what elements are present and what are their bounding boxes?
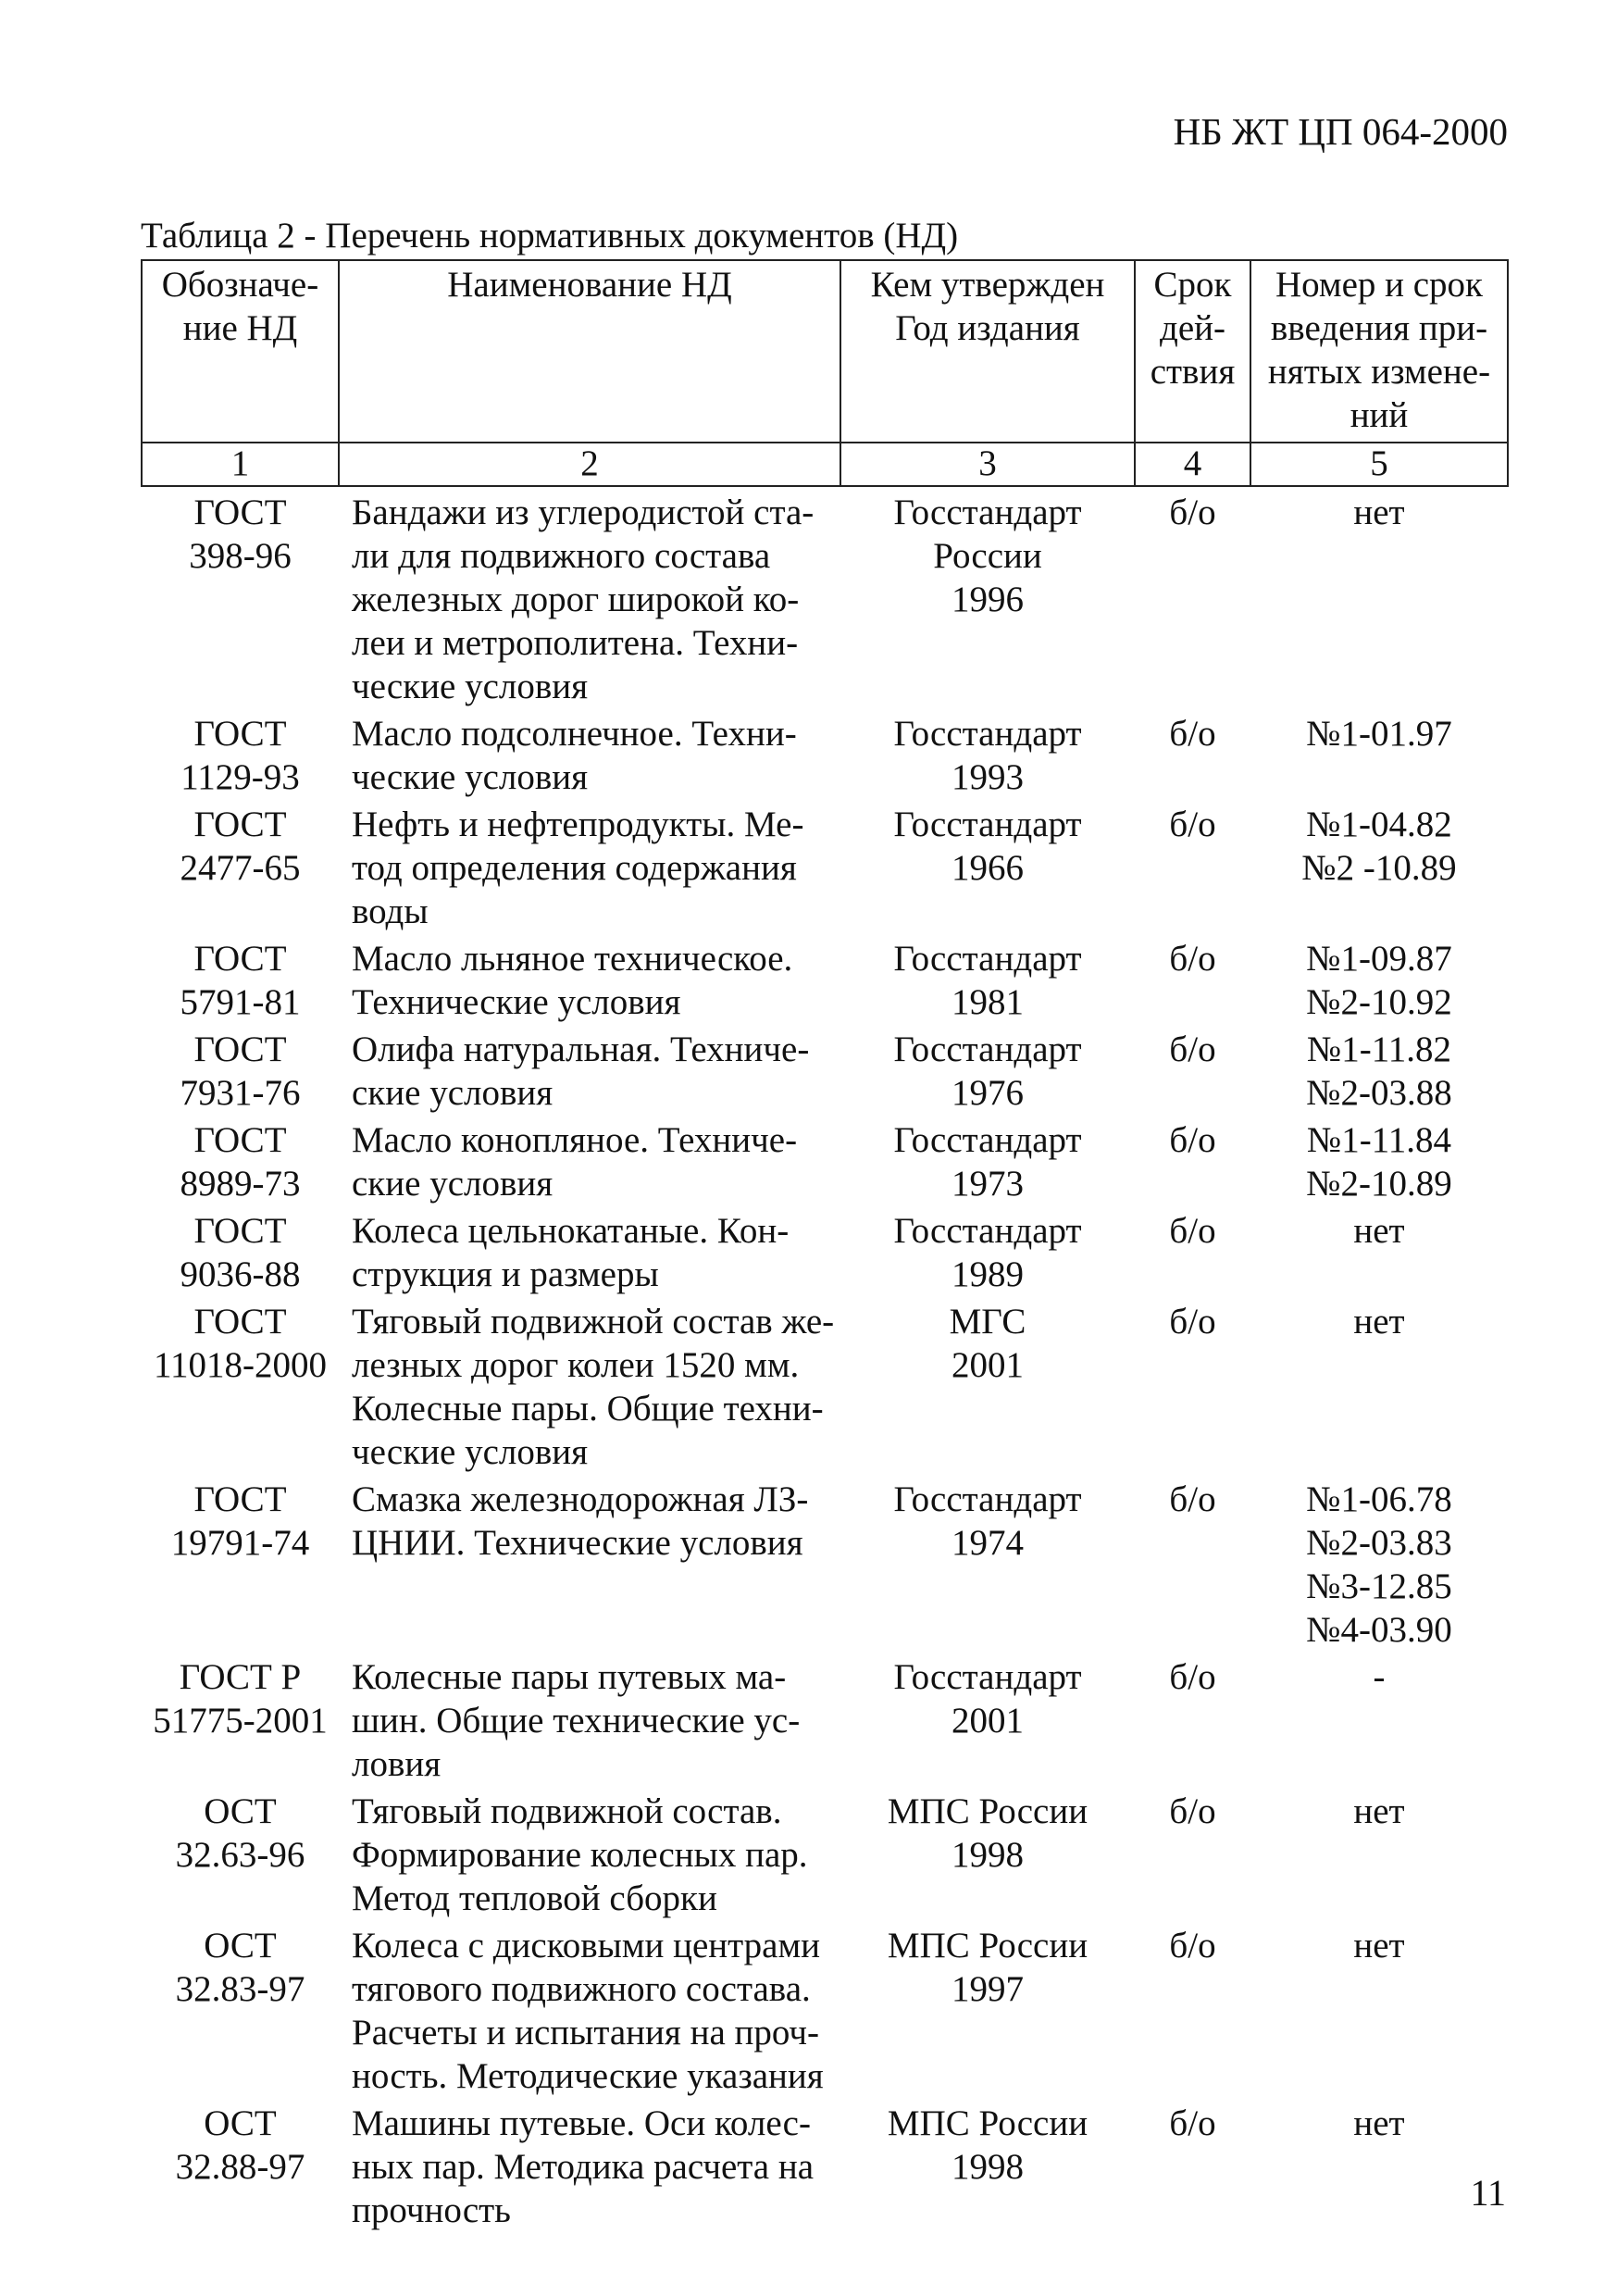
name-line: Бандажи из углеродистой ста- (352, 493, 815, 532)
designation-cell (142, 933, 339, 1024)
approved-line: 1996 (952, 580, 1024, 619)
changes-cell (1250, 799, 1508, 933)
change-line: №3-12.85 (1306, 1566, 1452, 1606)
approved-cell (840, 708, 1135, 799)
table-header-row (142, 260, 1508, 443)
approved-cell (840, 1205, 1135, 1296)
name-line: ных пар. Методика расчета на (352, 2147, 815, 2187)
header-changes (1250, 260, 1508, 443)
change-line: №1-11.82 (1307, 1029, 1451, 1069)
approved-cell (840, 486, 1135, 708)
designation-line: ГОСТ (193, 1120, 287, 1160)
name-line: тод определения содержания (352, 848, 797, 888)
approved-cell (840, 933, 1135, 1024)
table-row (142, 1024, 1508, 1115)
name-line: ские условия (352, 1164, 554, 1204)
header-line: Наименование НД (447, 265, 732, 305)
name-line: прочность (352, 2190, 511, 2230)
change-line: №4-03.90 (1306, 1610, 1452, 1650)
change-line: №1-04.82 (1306, 805, 1452, 844)
designation-line: 19791-74 (170, 1523, 310, 1563)
change-line: нет (1353, 493, 1405, 532)
term-cell: б/о (1169, 1791, 1216, 1831)
table-row (142, 1474, 1508, 1652)
change-line: нет (1353, 1302, 1405, 1341)
name-line: Колеса с дисковыми центрами (352, 1926, 821, 1965)
name-line: ловия (352, 1744, 442, 1784)
header-line: Номер и срок (1275, 265, 1484, 305)
header-line: ний (1350, 395, 1409, 435)
approved-cell (840, 799, 1135, 933)
changes-cell (1250, 2098, 1508, 2232)
designation-cell (142, 1115, 339, 1205)
header-approved-by (840, 260, 1135, 443)
designation-cell (142, 486, 339, 708)
header-line: Срок (1153, 265, 1232, 305)
table-row (142, 1920, 1508, 2098)
name-cell (339, 1024, 840, 1115)
designation-line: ГОСТ (193, 805, 287, 844)
name-line: ческие условия (352, 1432, 589, 1472)
designation-cell (142, 1024, 339, 1115)
change-line: №2 -10.89 (1301, 848, 1457, 888)
approved-line: 1976 (952, 1073, 1024, 1113)
designation-line: 51775-2001 (153, 1701, 328, 1741)
designation-line: ГОСТ (193, 1479, 287, 1519)
name-cell (339, 1652, 840, 1786)
name-line: лезных дорог колеи 1520 мм. (352, 1345, 800, 1385)
designation-line: ГОСТ (193, 1302, 287, 1341)
approved-line: Госстандарт (893, 805, 1082, 844)
column-number-row (142, 443, 1508, 486)
name-line: струкция и размеры (352, 1254, 659, 1294)
table-row (142, 1786, 1508, 1920)
name-line: воды (352, 892, 429, 931)
name-line: Технические условия (352, 982, 681, 1022)
designation-cell (142, 1786, 339, 1920)
header-line: нятых измене- (1267, 352, 1491, 392)
table-row (142, 1296, 1508, 1474)
approved-line: МПС России (887, 2103, 1088, 2143)
term-cell: б/о (1169, 1479, 1216, 1519)
designation-line: ОСТ (204, 1791, 277, 1831)
name-cell (339, 1205, 840, 1296)
name-cell (339, 933, 840, 1024)
approved-line: 1998 (952, 1835, 1024, 1875)
table-row (142, 2098, 1508, 2232)
designation-line: 9036-88 (180, 1254, 301, 1294)
normative-documents-table (141, 259, 1509, 2232)
approved-line: Госстандарт (893, 493, 1082, 532)
name-line: ность. Методические указания (352, 2056, 824, 2096)
designation-line: 32.63-96 (175, 1835, 305, 1875)
change-line: №1-11.84 (1307, 1120, 1451, 1160)
name-line: Масло льняное техническое. (352, 939, 793, 979)
header-line: Обозначе- (161, 265, 319, 305)
name-line: Метод тепловой сборки (352, 1878, 717, 1918)
designation-line: ГОСТ (193, 1211, 287, 1251)
approved-line: Госстандарт (893, 939, 1082, 979)
name-line: Масло конопляное. Техниче- (352, 1120, 798, 1160)
name-line: леи и метрополитена. Техни- (352, 623, 799, 663)
approved-line: Госстандарт (893, 1211, 1082, 1251)
change-line: нет (1353, 1926, 1405, 1965)
term-cell: б/о (1169, 714, 1216, 754)
header-line: ствия (1150, 352, 1236, 392)
approved-line: 1981 (952, 982, 1024, 1022)
changes-cell (1250, 1474, 1508, 1652)
approved-line: 1998 (952, 2147, 1024, 2187)
designation-line: 398-96 (189, 536, 292, 576)
change-line: нет (1353, 1211, 1405, 1251)
table-row (142, 708, 1508, 799)
approved-cell (840, 1024, 1135, 1115)
changes-cell (1250, 933, 1508, 1024)
approved-line: МПС России (887, 1791, 1088, 1831)
designation-line: ГОСТ (193, 1029, 287, 1069)
name-cell (339, 1474, 840, 1652)
name-line: Олифа натуральная. Техниче- (352, 1029, 810, 1069)
approved-line: 1989 (952, 1254, 1024, 1294)
name-line: ли для подвижного состава (352, 536, 771, 576)
name-line: Смазка железнодорожная ЛЗ- (352, 1479, 809, 1519)
name-line: Колесные пары. Общие техни- (352, 1389, 824, 1429)
designation-line: ОСТ (204, 2103, 277, 2143)
approved-cell (840, 1115, 1135, 1205)
change-line: №2-03.83 (1306, 1523, 1452, 1563)
name-cell (339, 1115, 840, 1205)
name-line: Формирование колесных пар. (352, 1835, 808, 1875)
changes-cell (1250, 1296, 1508, 1474)
header-designation (142, 260, 339, 443)
header-line: дей- (1159, 308, 1225, 348)
term-cell: б/о (1169, 1926, 1216, 1965)
term-cell: б/о (1169, 805, 1216, 844)
change-line: нет (1353, 1791, 1405, 1831)
designation-cell (142, 1205, 339, 1296)
change-line: - (1373, 1657, 1386, 1697)
name-line: Тяговый подвижной состав. (352, 1791, 782, 1831)
approved-line: 1993 (952, 757, 1024, 797)
table-row (142, 1652, 1508, 1786)
designation-line: ГОСТ Р (179, 1657, 302, 1697)
approved-line: 1966 (952, 848, 1024, 888)
approved-cell (840, 1786, 1135, 1920)
designation-cell (142, 1474, 339, 1652)
designation-cell (142, 2098, 339, 2232)
approved-cell (840, 2098, 1135, 2232)
designation-line: ГОСТ (193, 493, 287, 532)
designation-line: 8989-73 (180, 1164, 301, 1204)
designation-cell (142, 1652, 339, 1786)
name-line: Колеса цельнокатаные. Кон- (352, 1211, 790, 1251)
term-cell: б/о (1169, 1029, 1216, 1069)
table-row (142, 1115, 1508, 1205)
approved-cell (840, 1296, 1135, 1474)
name-cell (339, 1786, 840, 1920)
approved-cell (840, 1474, 1135, 1652)
header-line: Кем утвержден (870, 265, 1105, 305)
name-cell (339, 1296, 840, 1474)
name-cell (339, 708, 840, 799)
name-cell (339, 1920, 840, 2098)
table-caption: Таблица 2 - Перечень нормативных документов (НД) (141, 216, 959, 256)
approved-line: Госстандарт (893, 1657, 1082, 1697)
name-cell (339, 2098, 840, 2232)
approved-cell (840, 1652, 1135, 1786)
name-line: ЦНИИ. Технические условия (352, 1523, 803, 1563)
approved-line: 2001 (952, 1345, 1024, 1385)
name-line: Колесные пары путевых ма- (352, 1657, 787, 1697)
header-line: Год издания (895, 308, 1080, 348)
name-line: железных дорог широкой ко- (352, 580, 800, 619)
change-line: №2-10.92 (1306, 982, 1452, 1022)
term-cell: б/о (1169, 939, 1216, 979)
term-cell: б/о (1169, 1211, 1216, 1251)
changes-cell (1250, 486, 1508, 708)
designation-line: 2477-65 (180, 848, 301, 888)
designation-line: 32.83-97 (175, 1969, 305, 2009)
name-line: Нефть и нефтепродукты. Ме- (352, 805, 804, 844)
designation-line: ОСТ (204, 1926, 277, 1965)
change-line: нет (1353, 2103, 1405, 2143)
designation-cell (142, 799, 339, 933)
changes-cell (1250, 1652, 1508, 1786)
designation-cell (142, 708, 339, 799)
term-cell: б/о (1169, 1120, 1216, 1160)
table-body (142, 486, 1508, 2232)
column-number: 2 (339, 443, 840, 486)
column-number: 3 (840, 443, 1135, 486)
approved-line: Госстандарт (893, 1029, 1082, 1069)
name-line: ские условия (352, 1073, 554, 1113)
column-number: 1 (142, 443, 339, 486)
change-line: №2-10.89 (1306, 1164, 1452, 1204)
changes-cell (1250, 1205, 1508, 1296)
designation-line: 11018-2000 (153, 1345, 328, 1385)
changes-cell (1250, 1786, 1508, 1920)
approved-line: МПС России (887, 1926, 1088, 1965)
designation-cell (142, 1296, 339, 1474)
table-row (142, 799, 1508, 933)
designation-line: 1129-93 (180, 757, 300, 797)
change-line: №1-09.87 (1306, 939, 1452, 979)
table-row (142, 486, 1508, 708)
approved-line: 2001 (952, 1701, 1024, 1741)
designation-line: 7931-76 (180, 1073, 301, 1113)
designation-line: 32.88-97 (175, 2147, 305, 2187)
page-number: 11 (1470, 2172, 1506, 2214)
designation-line: ГОСТ (193, 714, 287, 754)
term-cell: б/о (1169, 2103, 1216, 2143)
approved-cell (840, 1920, 1135, 2098)
change-line: №1-01.97 (1306, 714, 1452, 754)
approved-line: Госстандарт (893, 714, 1082, 754)
column-number: 4 (1135, 443, 1250, 486)
designation-cell (142, 1920, 339, 2098)
table-row (142, 1205, 1508, 1296)
name-line: шин. Общие технические ус- (352, 1701, 801, 1741)
term-cell: б/о (1169, 1657, 1216, 1697)
changes-cell (1250, 1115, 1508, 1205)
name-line: ческие условия (352, 667, 589, 706)
name-cell (339, 486, 840, 708)
term-cell: б/о (1169, 493, 1216, 532)
changes-cell (1250, 708, 1508, 799)
term-cell: б/о (1169, 1302, 1216, 1341)
name-line: ческие условия (352, 757, 589, 797)
designation-line: ГОСТ (193, 939, 287, 979)
changes-cell (1250, 1024, 1508, 1115)
header-line: введения при- (1270, 308, 1488, 348)
header-name (339, 260, 840, 443)
header-line: ние НД (182, 308, 298, 348)
column-number: 5 (1250, 443, 1508, 486)
name-line: Машины путевые. Оси колес- (352, 2103, 811, 2143)
header-validity-term (1135, 260, 1250, 443)
name-line: Тяговый подвижной состав же- (352, 1302, 835, 1341)
approved-line: 1997 (952, 1969, 1024, 2009)
change-line: №1-06.78 (1306, 1479, 1452, 1519)
name-line: Масло подсолнечное. Техни- (352, 714, 797, 754)
approved-line: 1974 (952, 1523, 1024, 1563)
approved-line: МГС (949, 1302, 1026, 1341)
approved-line: Госстандарт (893, 1479, 1082, 1519)
name-line: Расчеты и испытания на проч- (352, 2013, 819, 2053)
changes-cell (1250, 1920, 1508, 2098)
name-cell (339, 799, 840, 933)
document-code: НБ ЖТ ЦП 064-2000 (1173, 110, 1508, 153)
name-line: тягового подвижного состава. (352, 1969, 811, 2009)
table-row (142, 933, 1508, 1024)
approved-line: России (933, 536, 1042, 576)
approved-line: 1973 (952, 1164, 1024, 1204)
approved-line: Госстандарт (893, 1120, 1082, 1160)
change-line: №2-03.88 (1306, 1073, 1452, 1113)
designation-line: 5791-81 (180, 982, 301, 1022)
